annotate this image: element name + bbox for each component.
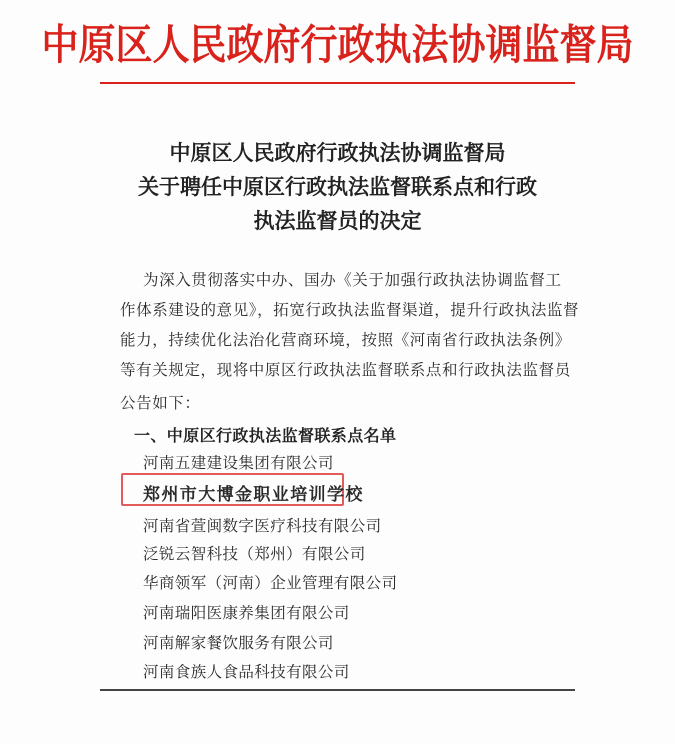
body-line-5: 公告如下：	[120, 394, 201, 412]
company-list-item-highlighted: 郑州市大博金职业培训学校	[143, 485, 364, 505]
company-list-item: 泛锐云智科技（郑州）有限公司	[143, 545, 366, 563]
title-line-3: 执法监督员的决定	[253, 208, 422, 233]
body-line-2: 作体系建设的意见》，拓宽行政执法监督渠道，提升行政执法监督	[120, 301, 580, 319]
company-list-item: 河南瑞阳医康养集团有限公司	[143, 604, 350, 622]
organization-header: 中原区人民政府行政执法协调监督局	[41, 20, 634, 69]
title-line-2: 关于聘任中原区行政执法监督联系点和行政	[138, 174, 537, 199]
body-line-4: 等有关规定，现将中原区行政执法监督联系点和行政执法监督员	[120, 361, 571, 379]
section-heading: 一、中原区行政执法监督联系点名单	[134, 426, 397, 445]
footer-rule	[100, 689, 575, 691]
header-red-rule	[100, 82, 575, 84]
body-line-3: 能力，持续优化法治化营商环境，按照《河南省行政执法条例》	[120, 331, 571, 349]
company-list-item: 河南解家餐饮服务有限公司	[143, 634, 334, 652]
company-list-item: 河南食族人食品科技有限公司	[143, 663, 350, 681]
company-list-item: 河南省萱闽数字医疗科技有限公司	[143, 517, 382, 535]
company-list-item: 河南五建建设集团有限公司	[143, 454, 334, 472]
title-line-1: 中原区人民政府行政执法协调监督局	[169, 140, 506, 165]
company-list-item: 华商领军（河南）企业管理有限公司	[143, 574, 398, 592]
body-line-1: 为深入贯彻落实中办、国办《关于加强行政执法协调监督工	[143, 271, 562, 289]
